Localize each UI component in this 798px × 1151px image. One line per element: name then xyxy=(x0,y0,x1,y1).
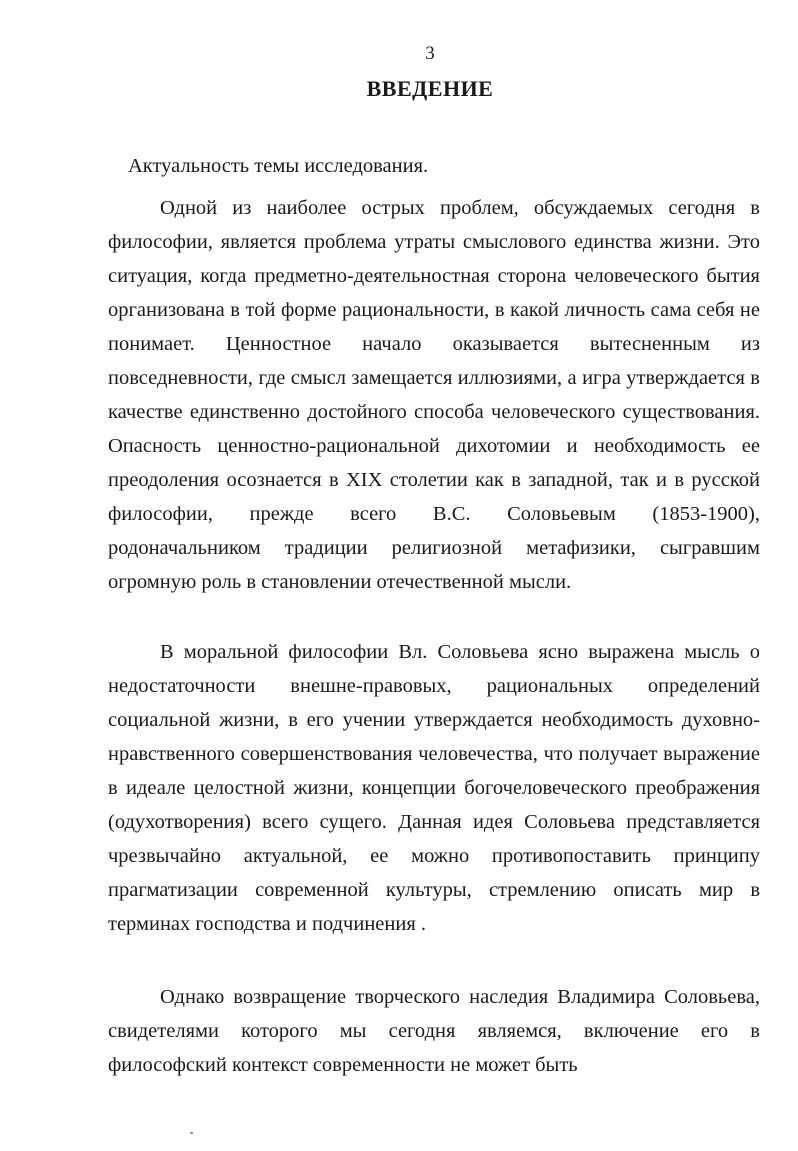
scan-speck xyxy=(190,1132,193,1134)
paragraph: В моральной философии Вл. Соловьева ясно выражена мысль о недостаточности внешне-правовых, рациональных определений социальной жизни, в его учении утверждается необходимость духовно-нравственного совершенствования человечества, что получает выражение в идеале целостной жизни, концепции богочеловеческого преображения (одухотворения) всего сущего. Данная идея Соловьева представляется чрезвычайно актуальной, ее можно противопоставить принципу прагматизации современной культуры, стремлению описать мир в терминах господства и подчинения . xyxy=(108,641,760,935)
chapter-title: ВВЕДЕНИЕ xyxy=(366,76,494,101)
page-number: 3 xyxy=(425,43,435,64)
paragraph: Одной из наиболее острых проблем, обсуждаемых сегодня в философии, является проблема утраты смыслового единства жизни. Это ситуация, когда предметно-деятельностная сторона человеческого бытия организована в той форме рациональности, в какой личность сама себя не понимает. Ценностное начало оказывается вытесненным из повседневности, где смысл замещается иллюзиями, а игра утверждается в качестве единственно достойного способа человеческого существования. Опасность ценностно-рациональной дихотомии и необходимость ее преодоления осознается в XIX столетии как в западной, так и в русской философии, прежде всего В.С. Соловьевым (1853-1900), родоначальником традиции религиозной метафизики, сыгравшим огромную роль в становлении отечественной мысли. xyxy=(108,197,760,593)
paragraph: Однако возвращение творческого наследия Владимира Соловьева, свидетелями которого мы сегодня являемся, включение его в философский контекст современности не может быть xyxy=(108,986,760,1076)
section-label: Актуальность темы исследования. xyxy=(128,155,429,177)
